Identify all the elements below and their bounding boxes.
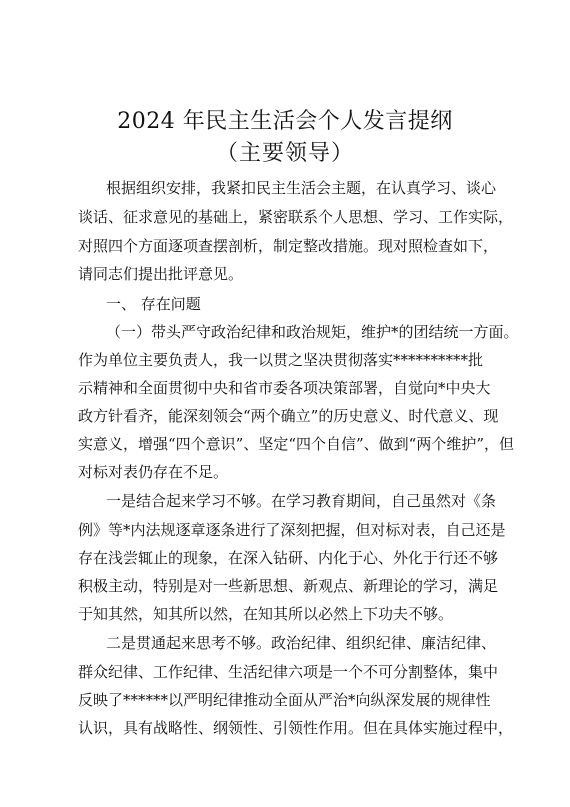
- paragraph-line: 反映了******以严明纪律推动全面从严治*向纵深发展的规律性: [78, 691, 491, 709]
- paragraph-line: 实意义，增强“四个意识”、坚定“四个自信”、做到“两个维护”，但: [78, 435, 515, 453]
- paragraph-line: 请同志们提出批评意见。: [78, 265, 244, 283]
- document-title: 2024 年民主生活会个人发言提纲: [117, 109, 453, 134]
- paragraph-line: 积极主动，特别是对一些新思想、新观点、新理论的学习，满足: [78, 577, 499, 595]
- paragraph-line: 群众纪律、工作纪律、生活纪律六项是一个不可分割整体，集中: [78, 663, 499, 681]
- document-subtitle: （主要领导）: [215, 141, 354, 166]
- paragraph-line: 认识，具有战略性、纲领性、引领性作用。但在具体实施过程中，: [78, 719, 514, 737]
- paragraph-line: 二是贯通起来思考不够。政治纪律、组织纪律、廉洁纪律、: [106, 634, 497, 652]
- paragraph-line: 于知其然，知其所以然，在知其所以必然上下功夫不够。: [78, 605, 454, 623]
- paragraph-line: 根据组织安排，我紧扣民主生活会主题，在认真学习、谈心: [106, 179, 497, 197]
- paragraph-line: 示精神和全面贯彻中央和省市委各项决策部署，自觉向*中央大: [78, 379, 491, 397]
- paragraph-line: 一是结合起来学习不够。在学习教育期间，自己虽然对《条: [106, 492, 497, 510]
- paragraph-line: 对照四个方面逐项查摆剖析，制定整改措施。现对照检查如下，: [78, 237, 499, 255]
- paragraph-line: 对标对表仍存在不足。: [78, 463, 229, 481]
- paragraph-line: 政方针看齐，能深刻领会“两个确立”的历史意义、时代意义、现: [78, 407, 499, 425]
- section-heading: 一、 存在问题: [106, 295, 201, 313]
- paragraph-line: 存在浅尝辄止的现象，在深入钻研、内化于心、外化于行还不够: [78, 549, 499, 567]
- subsection-heading: （一）带头严守政治纪律和政治规矩，维护*的团结统一方面。: [106, 323, 519, 341]
- paragraph-line: 作为单位主要负责人，我一以贯之坚决贯彻落实**********批: [78, 351, 484, 369]
- paragraph-line: 谈话、征求意见的基础上，紧密联系个人思想、学习、工作实际，: [78, 208, 514, 226]
- paragraph-line: 例》等*内法规逐章逐条进行了深刻把握，但对标对表，自己还是: [78, 521, 506, 539]
